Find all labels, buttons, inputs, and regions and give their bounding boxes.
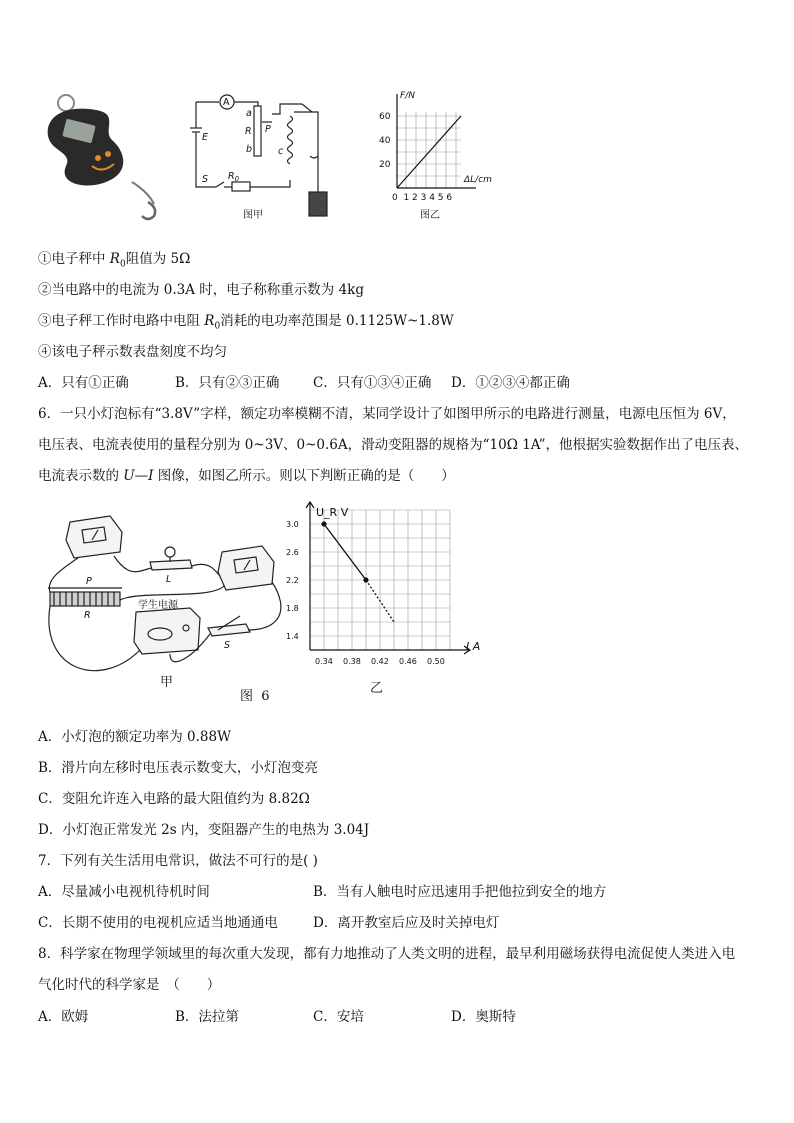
x-tick-label: 0.50 [427, 657, 445, 666]
data-point [321, 521, 326, 526]
rheostat-r-label: R [84, 610, 91, 621]
battery-label: E [202, 132, 209, 143]
q5-option-a: A．只有①正确 [38, 375, 129, 391]
lamp-label: L [166, 574, 172, 585]
ui-chart [286, 500, 500, 700]
label-c: c [278, 146, 284, 157]
statement-3: ③电子秤工作时电路中电阻 $R_0$消耗的电功率范围是 0.1125W~1.8W [38, 313, 454, 332]
q7-option-d: D．离开教室后应及时关掉电灯 [313, 915, 500, 931]
switch-s-label: S [224, 640, 231, 651]
q7-option-c: C．长期不使用的电视机应适当地通通电 [38, 915, 278, 931]
graph-ytick-20: 20 [379, 160, 391, 170]
fig-label-jia: 甲 [160, 675, 174, 690]
q8-option-c: C．安培 [313, 1009, 364, 1025]
fig-label-yi: 乙 [370, 681, 384, 696]
x-tick-label: 0.34 [315, 657, 333, 666]
graph-ylabel: F/N [400, 91, 415, 101]
q8-stem-line2: 气化时代的科学家是 （ ） [38, 977, 221, 993]
switch-label: S [202, 174, 209, 185]
q8-stem-line1: 8．科学家在物理学领域里的每次重大发现，都有力地推动了人类文明的进程，最早利用磁场获得电流促使人类进入电 [38, 946, 736, 962]
graph-ytick-60: 60 [379, 112, 391, 122]
y-tick-label: 1.8 [286, 604, 299, 613]
q6-option-b: B．滑片向左移时电压表示数变大，小灯泡变亮 [38, 760, 318, 776]
graph-caption: 图乙 [420, 210, 440, 221]
label-P: P [265, 124, 271, 135]
q6-stem-line1: 6．一只小灯泡标有“3.8V”字样，额定功率模糊不清，某同学设计了如图甲所示的电路进行测量，电源电压恒为 6V， [38, 406, 736, 422]
ammeter-label: A [223, 97, 230, 108]
q6-stem-line3: 电流表示数的 U—I 图像，如图乙所示。则以下判断正确的是（ ） [38, 468, 455, 484]
statement-4: ④该电子秤示数表盘刻度不均匀 [38, 344, 227, 360]
rheostat-p-label: P [86, 576, 92, 587]
r0-label: $R_0$ [228, 171, 240, 183]
q7-option-a: A．尽量减小电视机待机时间 [38, 884, 210, 900]
chart-xlabel: I A [466, 640, 481, 653]
q7-option-b: B．当有人触电时应迅速用手把他拉到安全的地方 [313, 884, 607, 900]
q6-option-a: A．小灯泡的额定功率为 0.88W [38, 729, 231, 745]
y-tick-label: 2.6 [286, 548, 299, 557]
q6-option-d: D．小灯泡正常发光 2s 内，变阻器产生的电热为 3.04J [38, 822, 370, 838]
x-tick-label: 0.38 [343, 657, 361, 666]
graph-xticks: 0 1 2 3 4 5 6 [392, 193, 453, 203]
q7-stem: 7．下列有关生活用电常识，做法不可行的是( ) [38, 853, 318, 869]
label-b: b [246, 144, 253, 155]
power-supply-label: 学生电源 [138, 600, 178, 611]
x-tick-label: 0.46 [399, 657, 417, 666]
statement-1: ①电子秤中 $R_0$阻值为 5Ω [38, 251, 191, 270]
q5-option-c: C．只有①③④正确 [313, 375, 432, 391]
label-a: a [246, 108, 252, 119]
label-R: R [245, 126, 252, 137]
q5-option-b: B．只有②③正确 [175, 375, 280, 391]
q6-option-c: C．变阻允许连入电路的最大阻值约为 8.82Ω [38, 791, 310, 807]
y-tick-label: 2.2 [286, 576, 299, 585]
circuit-diagram [190, 95, 327, 216]
circuit-caption: 图甲 [243, 210, 263, 221]
graph-xlabel: ΔL/cm [464, 175, 492, 185]
data-point [363, 577, 368, 582]
chart-ylabel: U_R V [316, 506, 349, 519]
x-tick-label: 0.42 [371, 657, 389, 666]
statement-2: ②当电路中的电流为 0.3A 时，电子称称重示数为 4kg [38, 282, 365, 298]
figure-1 [36, 92, 506, 228]
y-tick-label: 1.4 [286, 632, 299, 641]
q8-option-b: B．法拉第 [175, 1009, 239, 1025]
q8-option-d: D．奥斯特 [451, 1009, 516, 1025]
q6-stem-line2: 电压表、电流表使用的量程分别为 0~3V、0~0.6A，滑动变阻器的规格为“10Ω 1A”，他根据实验数据作出了电压表、 [38, 437, 748, 453]
q8-option-a: A．欧姆 [38, 1009, 89, 1025]
graph-ytick-40: 40 [379, 136, 391, 146]
q5-option-d: D．①②③④都正确 [451, 375, 570, 391]
apparatus-diagram [40, 510, 300, 710]
y-tick-label: 3.0 [286, 520, 299, 529]
figure-6-caption: 图 6 [240, 689, 270, 704]
force-extension-graph [379, 91, 492, 221]
luggage-scale-image [48, 95, 156, 219]
